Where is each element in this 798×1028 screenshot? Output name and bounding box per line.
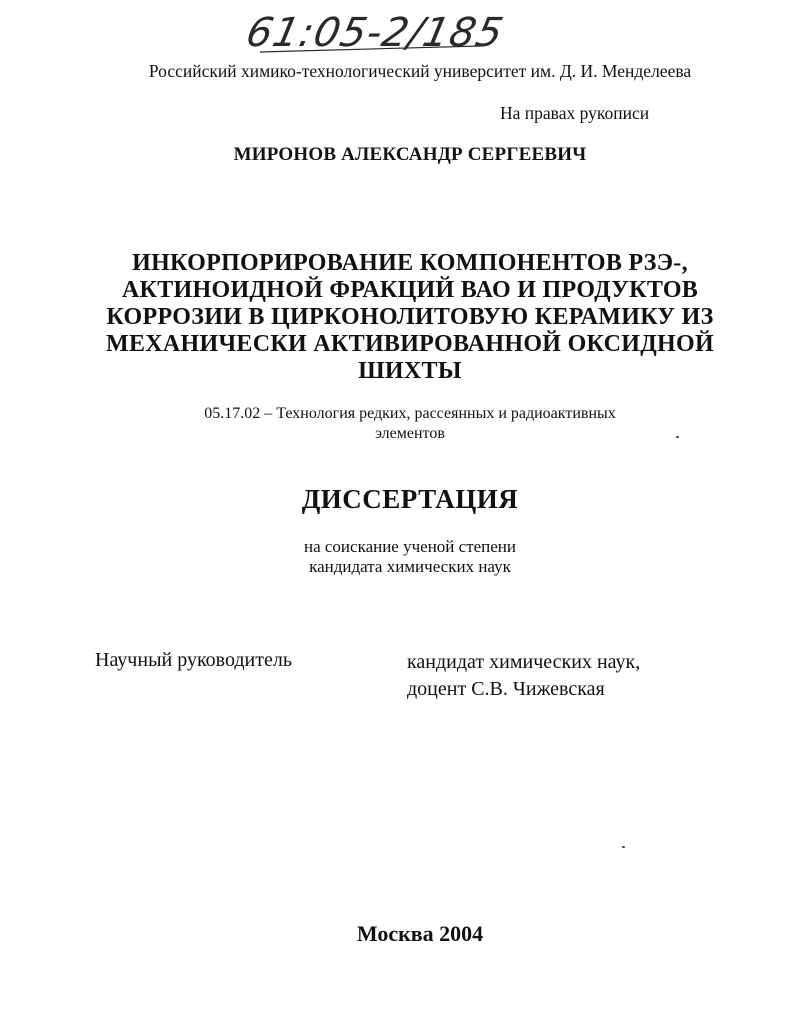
supervisor-line: доцент С.В. Чижевская [407, 678, 605, 700]
author-name: МИРОНОВ АЛЕКСАНДР СЕРГЕЕВИЧ [233, 144, 587, 165]
title-line: АКТИНОИДНОЙ ФРАКЦИЙ ВАО И ПРОДУКТОВ [121, 277, 699, 303]
specialty-code [150, 404, 670, 444]
title-line: МЕХАНИЧЕСКИ АКТИВИРОВАННОЙ ОКСИДНОЙ [106, 331, 714, 357]
degree-statement [150, 537, 670, 577]
supervisor-info [407, 649, 767, 703]
scan-speck [676, 436, 679, 438]
scan-speck [622, 846, 625, 848]
title-line: ИНКОРПОРИРОВАНИЕ КОМПОНЕНТОВ РЗЭ-, [132, 250, 688, 276]
supervisor-label: Научный руководитель [95, 649, 292, 671]
specialty-line: элементов [375, 425, 445, 442]
title-line: ШИХТЫ [358, 358, 462, 384]
specialty-line: 05.17.02 – Технология редких, рассеянных и радиоактивных [204, 405, 616, 422]
dissertation-title [90, 250, 730, 385]
rights-note: На правах рукописи [500, 103, 650, 123]
degree-line: на соискание ученой степени [303, 537, 517, 556]
title-line: КОРРОЗИИ В ЦИРКОНОЛИТОВУЮ КЕРАМИКУ ИЗ [106, 304, 714, 330]
supervisor-line: кандидат химических наук, [407, 651, 641, 673]
degree-line: кандидата химических наук [309, 557, 511, 576]
handwritten-archive-mark [240, 0, 540, 62]
handwritten-archive-mark-text: 61:05-2/185 [242, 8, 509, 56]
document-type: ДИССЕРТАЦИЯ [301, 484, 519, 514]
university-name: Российский химико-технологический университет им. Д. И. Менделеева [148, 61, 692, 81]
city-year: Москва 2004 [356, 921, 484, 946]
